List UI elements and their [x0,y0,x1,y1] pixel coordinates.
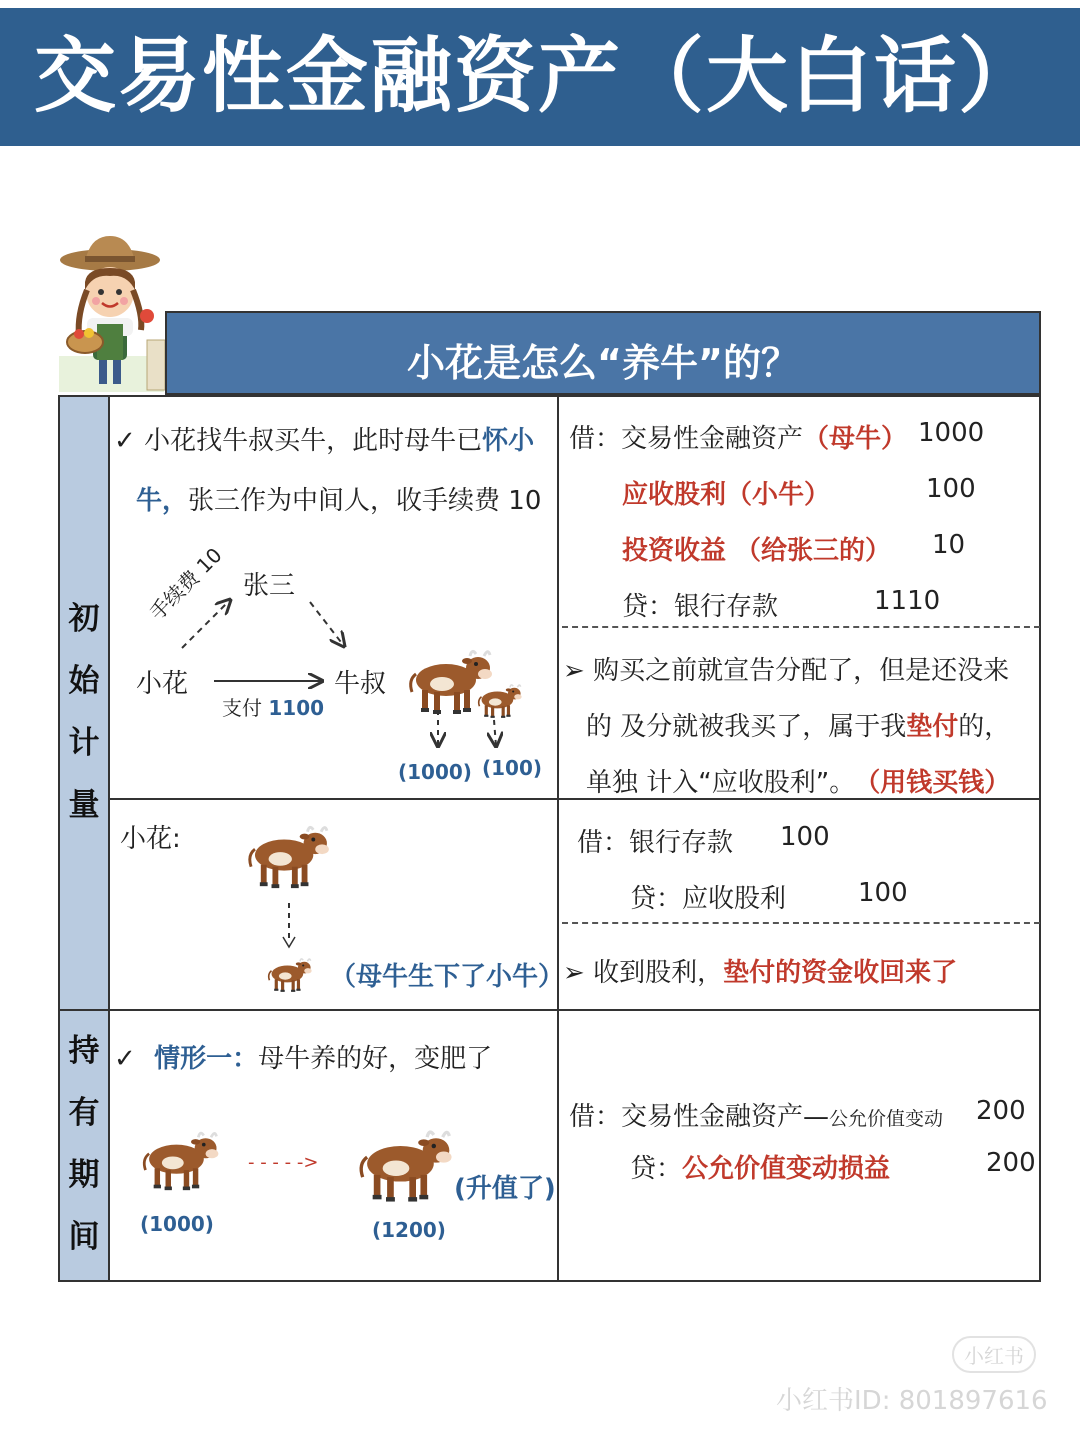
row-label-holding: 持 有 期 间 [68,1033,100,1255]
zhangsan-arrow [310,602,344,646]
case1-after-value: (1200) [372,1218,446,1242]
case1-line: ✓ 情形一：母牛养的好，变肥了 [114,1044,493,1074]
entry2-debit-amount: 100 [780,822,830,852]
cow-icon [356,1126,456,1206]
entry1-credit-amount: 1110 [874,586,941,616]
birth-arrow [110,895,310,955]
note1-line1: ➢ 购买之前就宣告分配了，但是还没来 [563,656,1010,686]
watermark-id: 小红书ID: 801897616 [776,1386,1048,1416]
block2-label: 小花: [120,824,181,854]
calf-icon [266,956,314,994]
entry1-debit-amount: 1000 [918,418,985,448]
check-icon: ✓ [114,1044,136,1074]
purchase-line-1: ✓ 小花找牛叔买牛，此时母牛已怀小 [114,426,535,456]
entry3-debit-amount: 200 [976,1096,1026,1126]
diagram-fee-label: 手续费 10 [144,542,227,625]
pointer-arrow-icon: ➢ [563,656,585,686]
section-title: 小花是怎么“养牛”的？ [407,341,799,385]
calf-down-arrow [494,720,496,746]
row-label-initial: 初 始 计 量 [68,601,100,823]
case1-rise-label: (升值了) [454,1174,556,1204]
entry2-credit-amount: 100 [858,878,908,908]
column-divider [108,395,110,1282]
check-icon: ✓ [114,426,136,456]
entry1-credit: 贷：银行存款 [622,592,779,622]
calf-value: (100) [482,756,543,780]
grow-arrow: - - - - -> [248,1152,319,1173]
note1-line3: 单独 计入“应收股利”。 （用钱买钱） [586,768,1011,798]
pointer-arrow-icon: ➢ [563,958,585,988]
watermark-logo: 小红书 [952,1336,1036,1373]
entry3-debit: 借：交易性金融资产—公允价值变动 [569,1102,944,1132]
dashed-divider [562,626,1040,628]
note2-line: ➢ 收到股利，垫付的资金收回来了 [563,958,958,988]
entry2-credit: 贷：应收股利 [630,884,787,914]
fee-arrow [182,600,230,648]
row-divider [58,1009,1041,1011]
case1-before-value: (1000) [140,1212,214,1236]
column-divider [557,395,559,1282]
calf-icon [476,682,524,720]
entry1-line2-account: 应收股利（小牛） [622,480,831,510]
farmer-girl-illustration [55,230,170,395]
entry1-line2-amount: 100 [926,474,976,504]
entry2-debit: 借：银行存款 [577,828,734,858]
cow-icon [140,1128,222,1194]
block2-caption: （母牛生下了小牛） [330,962,565,992]
cow-value: (1000) [398,760,472,784]
entry3-credit-amount: 200 [986,1148,1036,1178]
diagram-payment: 支付 1100 [222,696,325,720]
page-title: 交易性金融资产（大白话） [34,29,1043,124]
entry3-credit: 贷：公允价值变动损益 [630,1154,891,1184]
diagram-zhangsan: 张三 [243,571,296,601]
diagram-niushu: 牛叔 [334,669,387,699]
dashed-divider [562,922,1040,924]
note1-line2: 的 及分就被我买了，属于我垫付的， [586,712,1011,742]
entry1-line3-amount: 10 [932,530,966,560]
purchase-line-2: 牛，张三作为中间人，收手续费 10 [136,486,542,516]
entry1-debit: 借：交易性金融资产（母牛） [569,424,908,454]
diagram-xiaohua: 小花 [136,669,189,699]
cow-icon [245,822,333,892]
entry1-line3-account: 投资收益 （给张三的） [622,536,892,566]
